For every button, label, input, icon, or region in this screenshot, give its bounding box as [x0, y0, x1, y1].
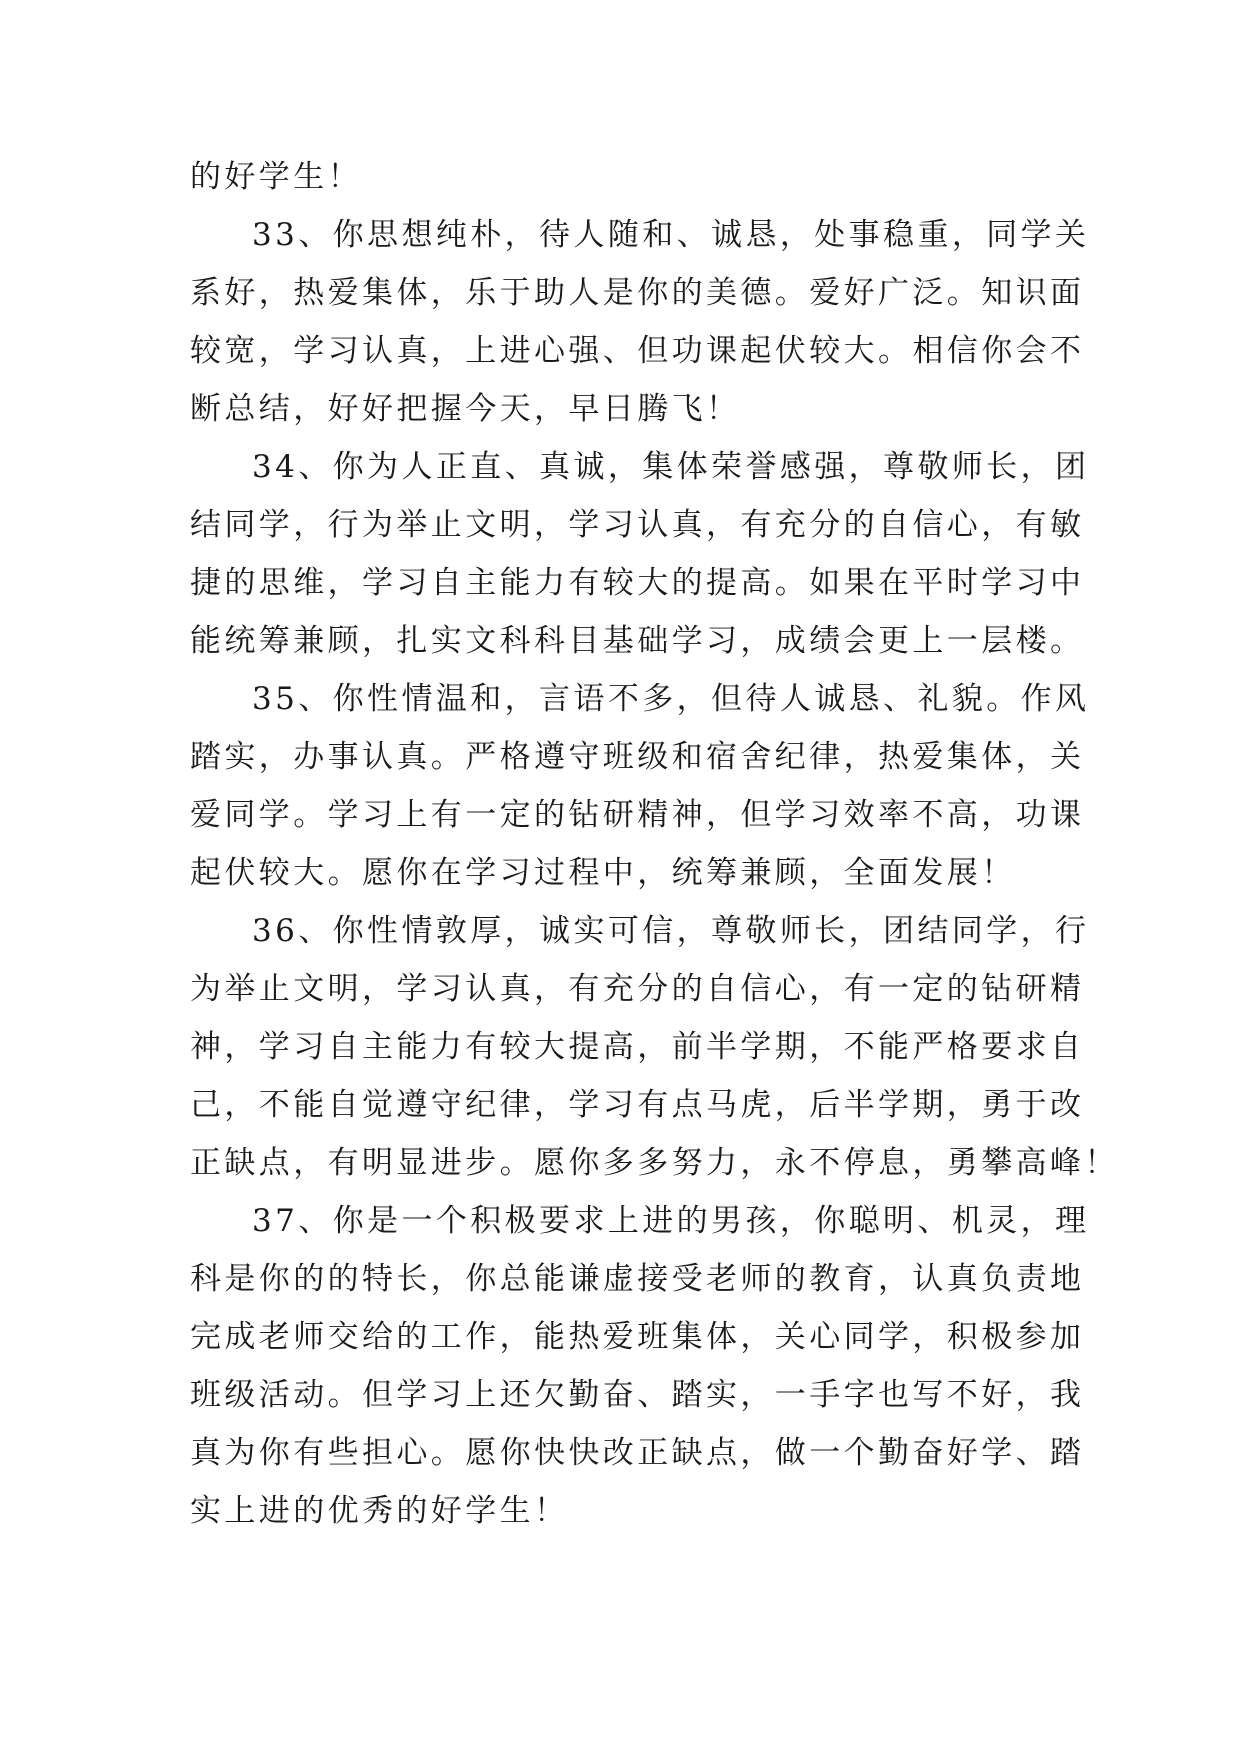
text-line: 正缺点，有明显进步。愿你多多努力，永不停息，勇攀高峰！	[190, 1145, 1119, 1181]
text-line: 36、你性情敦厚，诚实可信，尊敬师长，团结同学，行	[252, 913, 1090, 949]
text-line: 真为你有些担心。愿你快快改正缺点，做一个勤奋好学、踏	[190, 1435, 1085, 1471]
text-line: 己，不能自觉遵守纪律，学习有点马虎，后半学期，勇于改	[190, 1087, 1085, 1123]
paragraph-33	[190, 206, 1090, 438]
text-line: 科是你的的特长，你总能谦虚接受老师的教育，认真负责地	[190, 1261, 1085, 1297]
paragraph-36	[190, 902, 1119, 1192]
text-line: 能统筹兼顾，扎实文科科目基础学习，成绩会更上一层楼。	[190, 623, 1085, 659]
text-line: 班级活动。但学习上还欠勤奋、踏实，一手字也写不好，我	[190, 1377, 1085, 1413]
text-line: 起伏较大。愿你在学习过程中，统筹兼顾，全面发展！	[190, 855, 1016, 891]
text-line: 33、你思想纯朴，待人随和、诚恳，处事稳重，同学关	[252, 217, 1090, 253]
text-line: 踏实，办事认真。严格遵守班级和宿舍纪律，热爱集体，关	[190, 739, 1085, 775]
text-line: 捷的思维，学习自主能力有较大的提高。如果在平时学习中	[190, 565, 1085, 601]
text-line: 较宽，学习认真，上进心强、但功课起伏较大。相信你会不	[190, 333, 1085, 369]
paragraph-34	[190, 438, 1090, 670]
text-line: 34、你为人正直、真诚，集体荣誉感强，尊敬师长，团	[252, 449, 1090, 485]
paragraph-37	[190, 1192, 1090, 1540]
text-line: 实上进的优秀的好学生！	[190, 1493, 569, 1529]
paragraph-35	[190, 670, 1090, 902]
text-line: 断总结，好好把握今天，早日腾飞！	[190, 391, 741, 427]
text-line: 系好，热爱集体，乐于助人是你的美德。爱好广泛。知识面	[190, 275, 1085, 311]
text-line: 神，学习自主能力有较大提高，前半学期，不能严格要求自	[190, 1029, 1085, 1065]
text-line: 爱同学。学习上有一定的钻研精神，但学习效率不高，功课	[190, 797, 1085, 833]
text-line: 35、你性情温和，言语不多，但待人诚恳、礼貌。作风	[252, 681, 1090, 717]
text-line: 结同学，行为举止文明，学习认真，有充分的自信心，有敏	[190, 507, 1085, 543]
paragraph-32-tail	[190, 148, 1070, 206]
text-line: 的好学生！	[190, 159, 362, 195]
text-line: 为举止文明，学习认真，有充分的自信心，有一定的钻研精	[190, 971, 1085, 1007]
text-line: 37、你是一个积极要求上进的男孩，你聪明、机灵，理	[252, 1203, 1090, 1239]
document-body	[190, 148, 1119, 1540]
text-line: 完成老师交给的工作，能热爱班集体，关心同学，积极参加	[190, 1319, 1085, 1355]
